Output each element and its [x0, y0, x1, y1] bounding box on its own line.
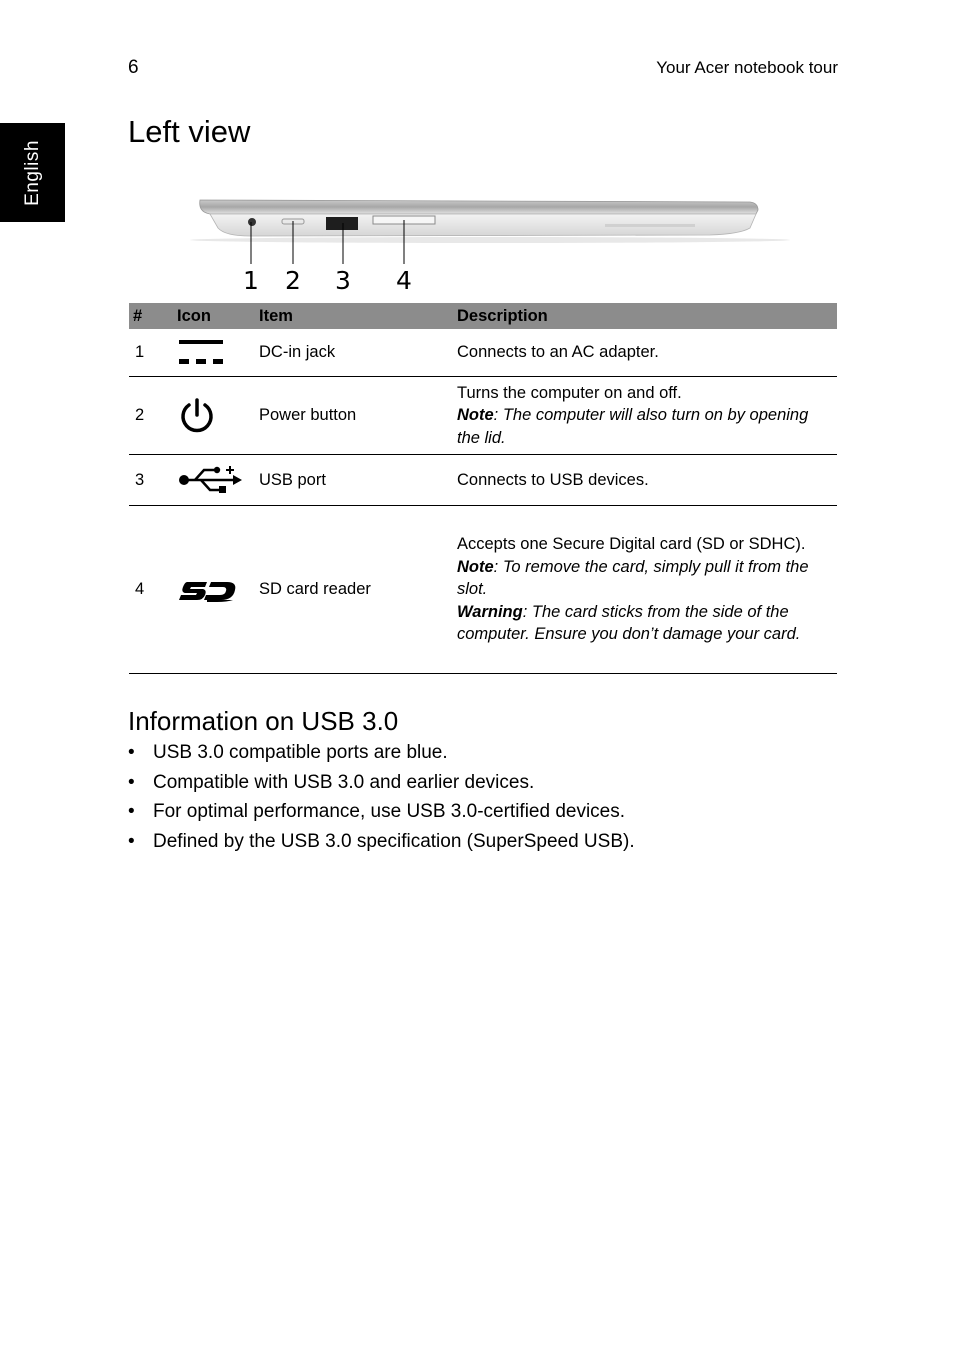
header-item: Item	[255, 303, 453, 329]
row-description: Connects to USB devices.	[453, 455, 837, 506]
row-description: Accepts one Secure Digital card (SD or SDHC).	[457, 535, 806, 554]
warning-label: Warning	[457, 602, 523, 621]
list-item: • Compatible with USB 3.0 and earlier devices.	[128, 768, 635, 798]
usb-section-heading: Information on USB 3.0	[128, 706, 399, 736]
language-tab	[0, 123, 65, 222]
usb-port-slot	[326, 217, 358, 230]
warning-text: : The card sticks from the side of the computer. Ensure you don’t damage your card.	[457, 602, 801, 644]
page-title: Left view	[128, 114, 251, 149]
usb-info-list	[128, 738, 635, 857]
table-row	[129, 377, 837, 455]
row-item: Power button	[255, 377, 453, 455]
dc-in-jack-port	[248, 218, 256, 226]
row-number: 4	[129, 506, 167, 674]
sd-card-icon	[177, 578, 239, 602]
list-item: • Defined by the USB 3.0 specification (SuperSpeed USB).	[128, 827, 635, 857]
usb-icon	[177, 464, 243, 496]
row-item: USB port	[255, 455, 453, 506]
note-label: Note	[457, 557, 494, 576]
list-item: • For optimal performance, use USB 3.0-certified devices.	[128, 797, 635, 827]
callout-2: 2	[285, 266, 301, 295]
row-description: Connects to an AC adapter.	[453, 329, 837, 377]
row-number: 2	[129, 377, 167, 455]
power-icon	[177, 396, 217, 436]
row-item: DC-in jack	[255, 329, 453, 377]
dc-in-jack-icon	[177, 338, 227, 368]
header-number: #	[129, 303, 167, 329]
table-header-row	[129, 303, 837, 329]
callout-4: 4	[396, 266, 412, 295]
callout-1: 1	[243, 266, 259, 295]
row-item: SD card reader	[255, 506, 453, 674]
ports-table	[129, 303, 837, 674]
row-number: 3	[129, 455, 167, 506]
row-description: Turns the computer on and off.	[457, 383, 682, 402]
page-number: 6	[128, 57, 139, 78]
note-label: Note	[457, 406, 494, 425]
header-icon: Icon	[167, 303, 255, 329]
table-row	[129, 506, 837, 674]
callout-3: 3	[335, 266, 351, 295]
language-tab-label: English	[21, 139, 43, 206]
note-text: : The computer will also turn on by opening the lid.	[457, 406, 809, 447]
note-text: : To remove the card, simply pull it from the slot.	[457, 557, 809, 599]
header-description: Description	[453, 303, 837, 329]
table-row	[129, 455, 837, 506]
notebook-left-side-illustration	[170, 190, 790, 300]
table-row	[129, 329, 837, 377]
row-number: 1	[129, 329, 167, 377]
running-header: Your Acer notebook tour	[656, 58, 838, 77]
list-item: • USB 3.0 compatible ports are blue.	[128, 738, 635, 768]
